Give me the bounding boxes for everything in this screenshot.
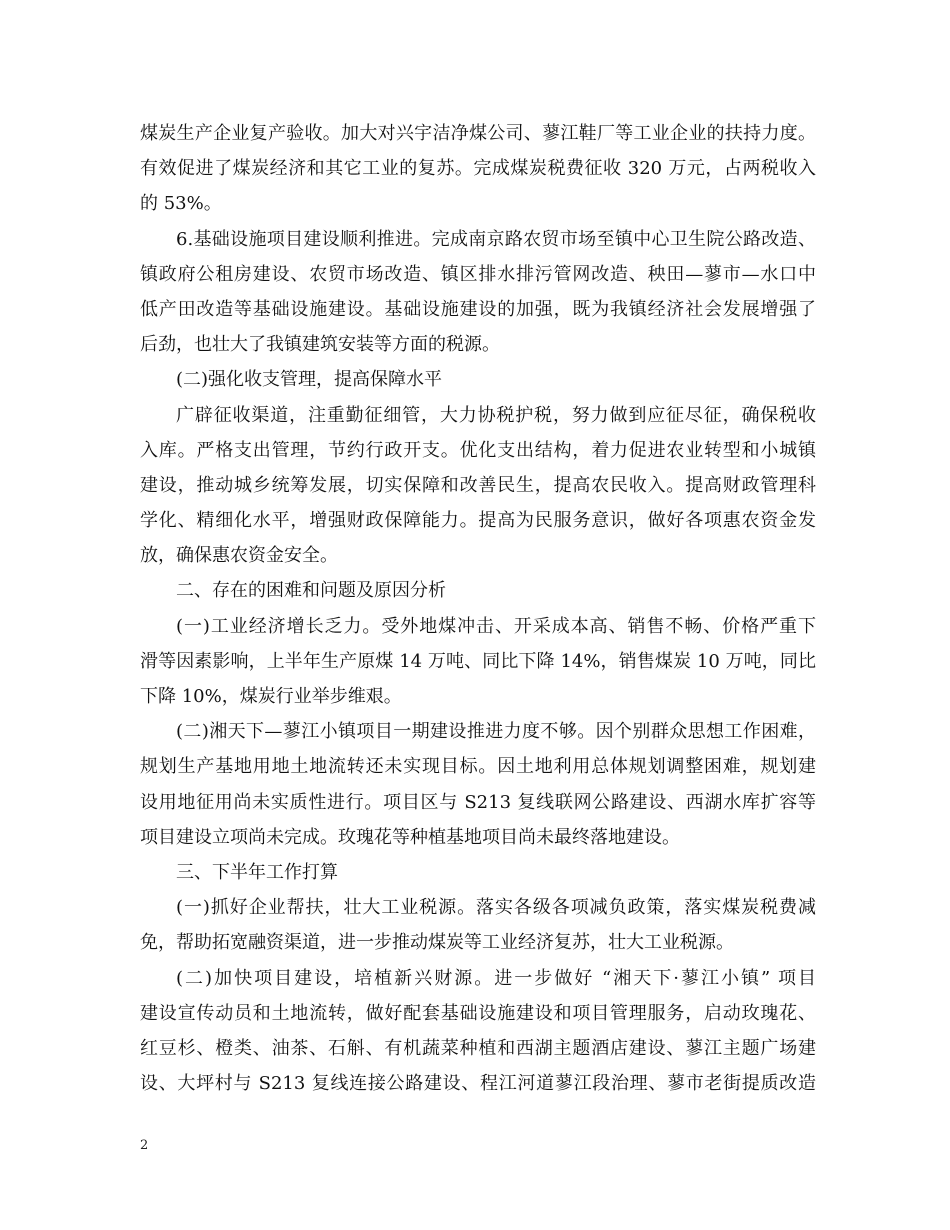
page-number: 2 [140, 1138, 149, 1153]
text-line: 滑等因素影响，上半年生产原煤 14 万吨、同比下降 14%，销售煤炭 10 万吨，同比 [140, 650, 816, 672]
text-line: 镇政府公租房建设、农贸市场改造、镇区排水排污管网改造、秧田—蓼市—水口中 [140, 263, 816, 285]
text-line: 广辟征收渠道，注重勤征细管，大力协税护税，努力做到应征尽征，确保税收 [176, 404, 816, 426]
text-line: 二、存在的困难和问题及原因分析 [176, 580, 446, 602]
text-line: 规划生产基地用地土地流转还未实现目标。因土地利用总体规划调整困难，规划建 [140, 756, 816, 778]
text-line: 建设，推动城乡统筹发展，切实保障和改善民生，提高农民收入。提高财政管理科 [140, 474, 816, 496]
text-line: 的 53%。 [140, 193, 222, 215]
text-line: 有效促进了煤炭经济和其它工业的复苏。完成煤炭税费征收 320 万元，占两税收入 [140, 158, 816, 180]
text-line: 建设宣传动员和土地流转，做好配套基础设施建设和项目管理服务，启动玫瑰花、 [140, 1002, 816, 1024]
text-line: (一)工业经济增长乏力。受外地煤冲击、开采成本高、销售不畅、价格严重下 [176, 615, 816, 637]
text-line: 6.基础设施项目建设顺利推进。完成南京路农贸市场至镇中心卫生院公路改造、 [176, 228, 816, 250]
text-line: (一)抓好企业帮扶，壮大工业税源。落实各级各项减负政策，落实煤炭税费减 [176, 897, 816, 919]
text-line: (二)加快项目建设，培植新兴财源。进一步做好 “湘天下·蓼江小镇” 项目 [176, 967, 816, 989]
text-line: 三、下半年工作打算 [176, 861, 338, 883]
text-line: 项目建设立项尚未完成。玫瑰花等种植基地项目尚未最终落地建设。 [140, 826, 680, 848]
text-line: 设用地征用尚未实质性进行。项目区与 S213 复线联网公路建设、西湖水库扩容等 [140, 791, 816, 813]
text-line: 放，确保惠农资金安全。 [140, 545, 338, 567]
text-line: 红豆杉、橙类、油茶、石斛、有机蔬菜种植和西湖主题酒店建设、蓼江主题广场建 [140, 1037, 816, 1059]
text-line: 后劲，也壮大了我镇建筑安装等方面的税源。 [140, 334, 500, 356]
text-line: 入库。严格支出管理，节约行政开支。优化支出结构，着力促进农业转型和小城镇 [140, 439, 816, 461]
text-line: (二)湘天下—蓼江小镇项目一期建设推进力度不够。因个别群众思想工作困难， [176, 721, 816, 743]
text-line: 下降 10%，煤炭行业举步维艰。 [140, 686, 402, 707]
text-line: 低产田改造等基础设施建设。基础设施建设的加强，既为我镇经济社会发展增强了 [140, 298, 816, 320]
document-body [140, 116, 816, 1101]
text-line: 煤炭生产企业复产验收。加大对兴宇洁净煤公司、蓼江鞋厂等工业企业的扶持力度。 [140, 123, 816, 144]
text-line: 学化、精细化水平，增强财政保障能力。提高为民服务意识，做好各项惠农资金发 [140, 510, 816, 532]
text-line: 设、大坪村与 S213 复线连接公路建设、程江河道蓼江段治理、蓼市老街提质改造 [140, 1073, 816, 1095]
text-line: (二)强化收支管理，提高保障水平 [176, 369, 443, 391]
text-line: 免，帮助拓宽融资渠道，进一步推动煤炭等工业经济复苏，壮大工业税源。 [140, 932, 734, 954]
